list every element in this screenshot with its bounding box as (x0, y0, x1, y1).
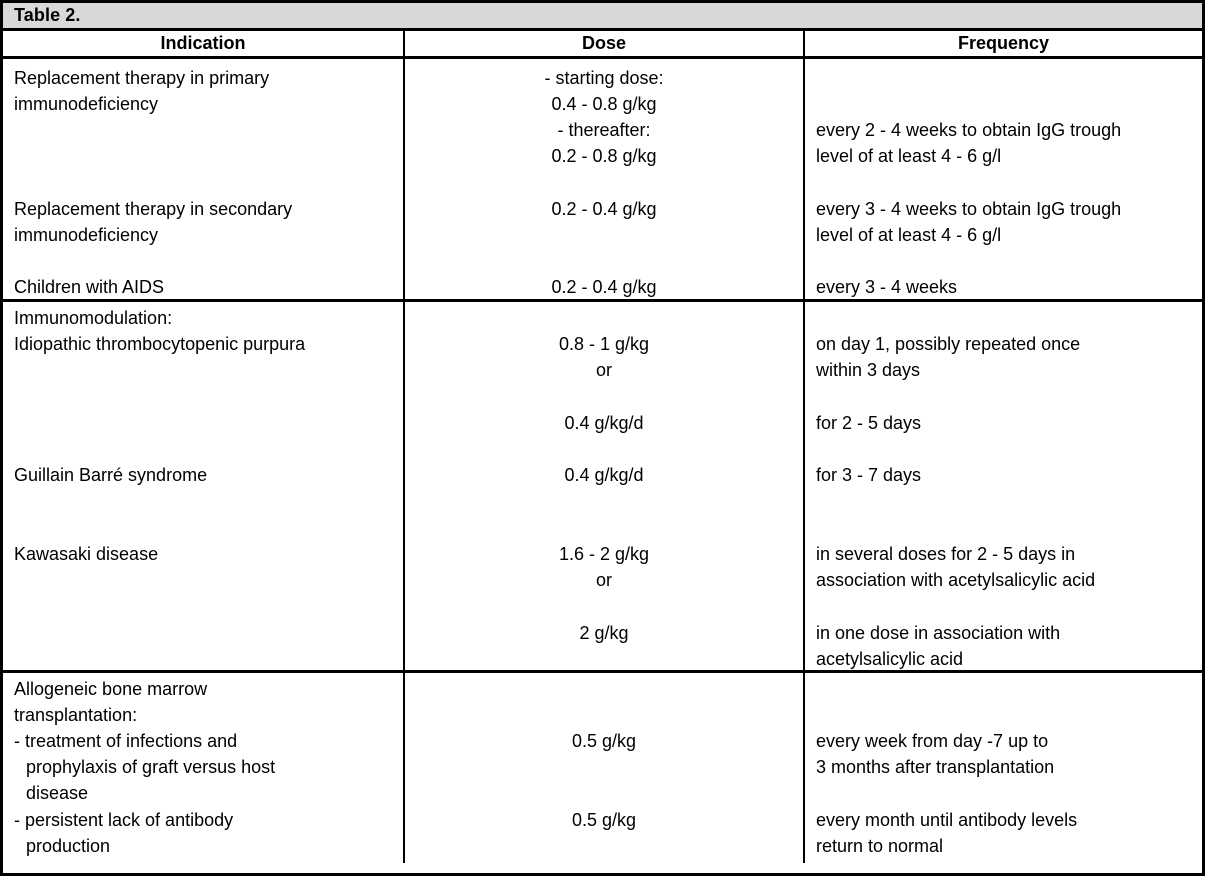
cell-text: in several doses for 2 - 5 days in (816, 544, 1076, 564)
table-section-immunomodulation (3, 302, 1202, 673)
column-header-frequency: Frequency (803, 31, 1202, 56)
table-section-replacement-therapy (3, 59, 1202, 302)
table-row (3, 673, 403, 863)
cell-text: Replacement therapy in primary (14, 68, 270, 88)
cell-text: in one dose in association with (816, 623, 1061, 643)
cell-text: every week from day -7 up to (816, 731, 1049, 751)
cell-text: level of at least 4 - 6 g/l (816, 146, 1002, 166)
cell-text: 0.5 g/kg (571, 810, 637, 830)
cell-text: Immunomodulation: (14, 308, 173, 328)
cell-text: on day 1, possibly repeated once (816, 334, 1081, 354)
cell-text: or (595, 360, 612, 380)
cell-text: - treatment of infections and (14, 731, 238, 751)
cell-text: acetylsalicylic acid (816, 649, 964, 669)
cell-text: 1.6 - 2 g/kg (558, 544, 650, 564)
table-section-allogeneic-bmt (3, 673, 1202, 863)
table-caption-label: Table 2. (14, 5, 81, 25)
cell-text: Kawasaki disease (14, 544, 159, 564)
cell-text: association with acetylsalicylic acid (816, 570, 1096, 590)
table-row-frequency (803, 59, 1202, 299)
column-header-dose: Dose (403, 31, 803, 56)
table-row-dose (403, 673, 803, 863)
cell-text: every month until antibody levels (816, 810, 1078, 830)
cell-text: within 3 days (816, 360, 921, 380)
table-row-frequency (803, 673, 1202, 863)
cell-text: disease (26, 783, 89, 803)
cell-text: 0.2 - 0.8 g/kg (551, 146, 657, 166)
cell-text: return to normal (816, 836, 944, 856)
cell-text: 3 months after transplantation (816, 757, 1055, 777)
cell-text: 0.5 g/kg (571, 731, 637, 751)
cell-text: Replacement therapy in secondary (14, 199, 293, 219)
table-row-frequency (803, 302, 1202, 670)
table-row (3, 302, 403, 670)
table-caption-bar (3, 3, 1202, 31)
cell-text: 0.2 - 0.4 g/kg (551, 277, 657, 297)
cell-text: - starting dose: (544, 68, 664, 88)
cell-text: 0.4 - 0.8 g/kg (551, 94, 657, 114)
cell-text: Guillain Barré syndrome (14, 465, 208, 485)
cell-text: 0.4 g/kg/d (564, 465, 644, 485)
cell-text: every 3 - 4 weeks (816, 277, 958, 297)
cell-text: for 3 - 7 days (816, 465, 922, 485)
column-header-indication: Indication (160, 33, 246, 53)
cell-text: prophylaxis of graft versus host (26, 757, 276, 777)
cell-text: immunodeficiency (14, 94, 159, 114)
table-row-dose (403, 59, 803, 299)
table-header-row (3, 31, 1202, 59)
cell-text: or (595, 570, 612, 590)
cell-text: 0.2 - 0.4 g/kg (551, 199, 657, 219)
cell-text: 2 g/kg (579, 623, 629, 643)
cell-text: every 2 - 4 weeks to obtain IgG trough (816, 120, 1122, 140)
table-row (3, 59, 403, 299)
cell-text: production (26, 836, 111, 856)
table-row-dose (403, 302, 803, 670)
cell-text: transplantation: (14, 705, 138, 725)
cell-text: Children with AIDS (14, 277, 165, 297)
cell-text: - persistent lack of antibody (14, 810, 234, 830)
cell-text: Idiopathic thrombocytopenic purpura (14, 334, 306, 354)
cell-text: for 2 - 5 days (816, 413, 922, 433)
cell-text: immunodeficiency (14, 225, 159, 245)
cell-text: - thereafter: (557, 120, 651, 140)
cell-text: 0.8 - 1 g/kg (558, 334, 650, 354)
cell-text: 0.4 g/kg/d (564, 413, 644, 433)
cell-text: level of at least 4 - 6 g/l (816, 225, 1002, 245)
cell-text: Allogeneic bone marrow (14, 679, 208, 699)
cell-text: every 3 - 4 weeks to obtain IgG trough (816, 199, 1122, 219)
